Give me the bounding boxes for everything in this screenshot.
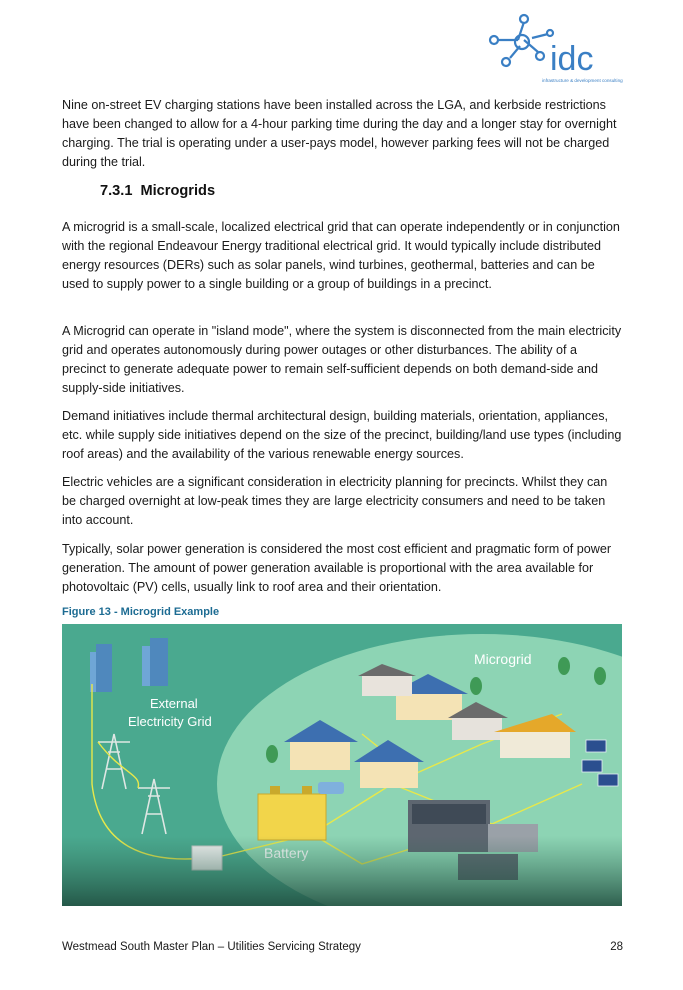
- paragraph-microgrid-definition: A microgrid is a small-scale, localized electrical grid that can operate independently or in conjunction with the regional Endeavour Energy traditional electrical grid. It would typically include distributed energy resources (DERs) such as solar panels, wind turbines, geothermal, batteries and can be used to supply power to a single building or a group of buildings in a precinct.: [62, 220, 620, 291]
- section-number: 7.3.1: [100, 183, 133, 199]
- logo-wordmark: idc: [550, 40, 594, 78]
- battery-icon: [258, 786, 326, 840]
- section-title: Microgrids: [140, 183, 216, 199]
- footer-page-number: 28: [610, 941, 623, 953]
- paragraph-island-mode: A Microgrid can operate in "island mode", where the system is disconnected from the main electricity grid and operates autonomously during power outages or other disturbances. The ability of a precinct to generate adequate power to remain self-sufficient depends on both demand-side and supply-side initiatives.: [62, 324, 622, 395]
- figure-bottom-shade: [62, 836, 622, 906]
- paragraph-electric-vehicles: Electric vehicles are a significant consideration in electricity planning for precincts. Whilst they can be charged overnight at low-peak times they are large electricity consumers and need to be taken into account.: [62, 475, 608, 527]
- logo-tagline: infrastructure & development consulting: [542, 78, 623, 83]
- label-external-line2: Electricity Grid: [128, 714, 212, 729]
- section-heading: [100, 183, 215, 199]
- footer-document-title: Westmead South Master Plan – Utilities Servicing Strategy: [62, 941, 361, 953]
- electric-car-icon: [318, 782, 344, 794]
- idc-logo-graphic: [486, 12, 626, 88]
- figure-caption: Figure 13 - Microgrid Example: [62, 606, 220, 618]
- paragraph-solar: Typically, solar power generation is considered the most cost efficient and pragmatic form of power generation. The amount of power generation available is proportional with the area available for photovoltaic (PV) cells, usually link to roof area and their orientation.: [62, 542, 612, 594]
- company-logo: [486, 12, 626, 88]
- label-microgrid: Microgrid: [474, 651, 532, 667]
- microgrid-diagram: [62, 624, 622, 906]
- paragraph-demand-initiatives: Demand initiatives include thermal architectural design, building materials, orientation, appliances, etc. while supply side initiatives depend on the size of the precinct, building/land use types (including roof areas) and the availability of the various renewable energy sources.: [62, 409, 622, 461]
- label-external-line1: External: [150, 696, 198, 711]
- paragraph-ev-charging: Nine on-street EV charging stations have been installed across the LGA, and kerbside restrictions have been changed to allow for a 4-hour parking time during the day and a longer stay for overnight charging. The trial is operating under a user-pays model, however parking fees will not be charged during the trial.: [62, 98, 617, 169]
- microgrid-illustration: [62, 624, 622, 906]
